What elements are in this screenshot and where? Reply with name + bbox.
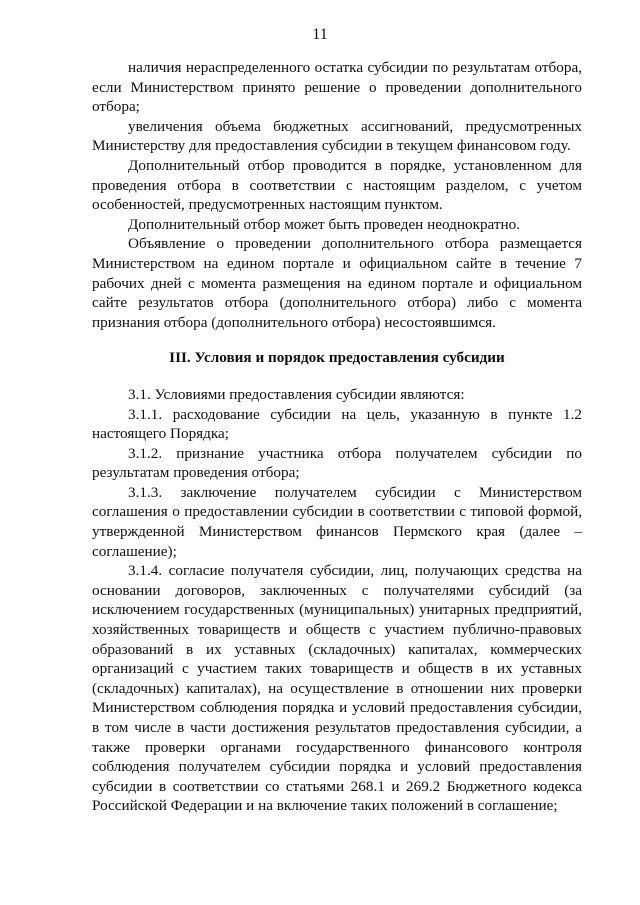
clause-3-1: 3.1. Условиями предоставления субсидии являются: xyxy=(128,385,465,403)
clause-3-1-4: 3.1.4. согласие получателя субсидии, лиц, получающих средства на основании договоров, заключенных с получателями субсидий (за исключением государственных (муниципальных) унитарных предприятий, хозяйственных товариществ и обществ с участием публично-правовых образований в их уставных (складочных) капиталах, коммерческих организаций с участием таких товариществ и обществ в их уставных (складочных) капиталах), на осуществление в отношении них проверки Министерством соблюдения порядка и условий предоставления субсидии, в том числе в части достижения результатов предоставления субсидии, а также проверки органами государственного финансового контроля соблюдения получателем субсидии порядка и условий предоставления субсидии в соответствии со статьями 268.1 и 269.2 Бюджетного кодекса Российской Федерации и на включение таких положений в соглашение; xyxy=(92,562,582,815)
clause-3-1-3: 3.1.3. заключение получателем субсидии с Министерством соглашения о предоставлении субсидии в соответствии с типовой формой, утвержденной Министерством финансов Пермского края (далее – соглашение); xyxy=(92,483,582,560)
section-heading: III. Условия и порядок предоставления субсидии xyxy=(169,349,505,367)
document-body xyxy=(92,58,582,816)
paragraph-remainder-condition: наличия нераспределенного остатка субсидии по результатам отбора, если Министерством принято решение о проведении дополнительного отбора; xyxy=(92,59,582,116)
paragraph-budget-increase: увеличения объема бюджетных ассигнований, предусмотренных Министерству для предоставления субсидии в текущем финансовом году. xyxy=(92,117,582,155)
clause-3-1-2: 3.1.2. признание участника отбора получателем субсидии по результатам проведения отбора; xyxy=(92,444,582,482)
paragraph-additional-selection-order: Дополнительный отбор проводится в порядке, установленном для проведения отбора в соответствии с настоящим разделом, с учетом особенностей, предусмотренных настоящим пунктом. xyxy=(92,156,582,214)
paragraph-repeatable: Дополнительный отбор может быть проведен неоднократно. xyxy=(128,215,521,233)
paragraph-announcement: Объявление о проведении дополнительного отбора размещается Министерством на едином портале и официальном сайте в течение 7 рабочих дней с момента размещения на едином портале и официальном сайте результатов отбора (дополнительного отбора) либо с момента признания отбора (дополнительного отбора) несостоявшимся. xyxy=(92,235,582,331)
clause-3-1-1: 3.1.1. расходование субсидии на цель, указанную в пункте 1.2 настоящего Порядка; xyxy=(92,405,582,443)
page-number: 11 xyxy=(312,26,328,43)
